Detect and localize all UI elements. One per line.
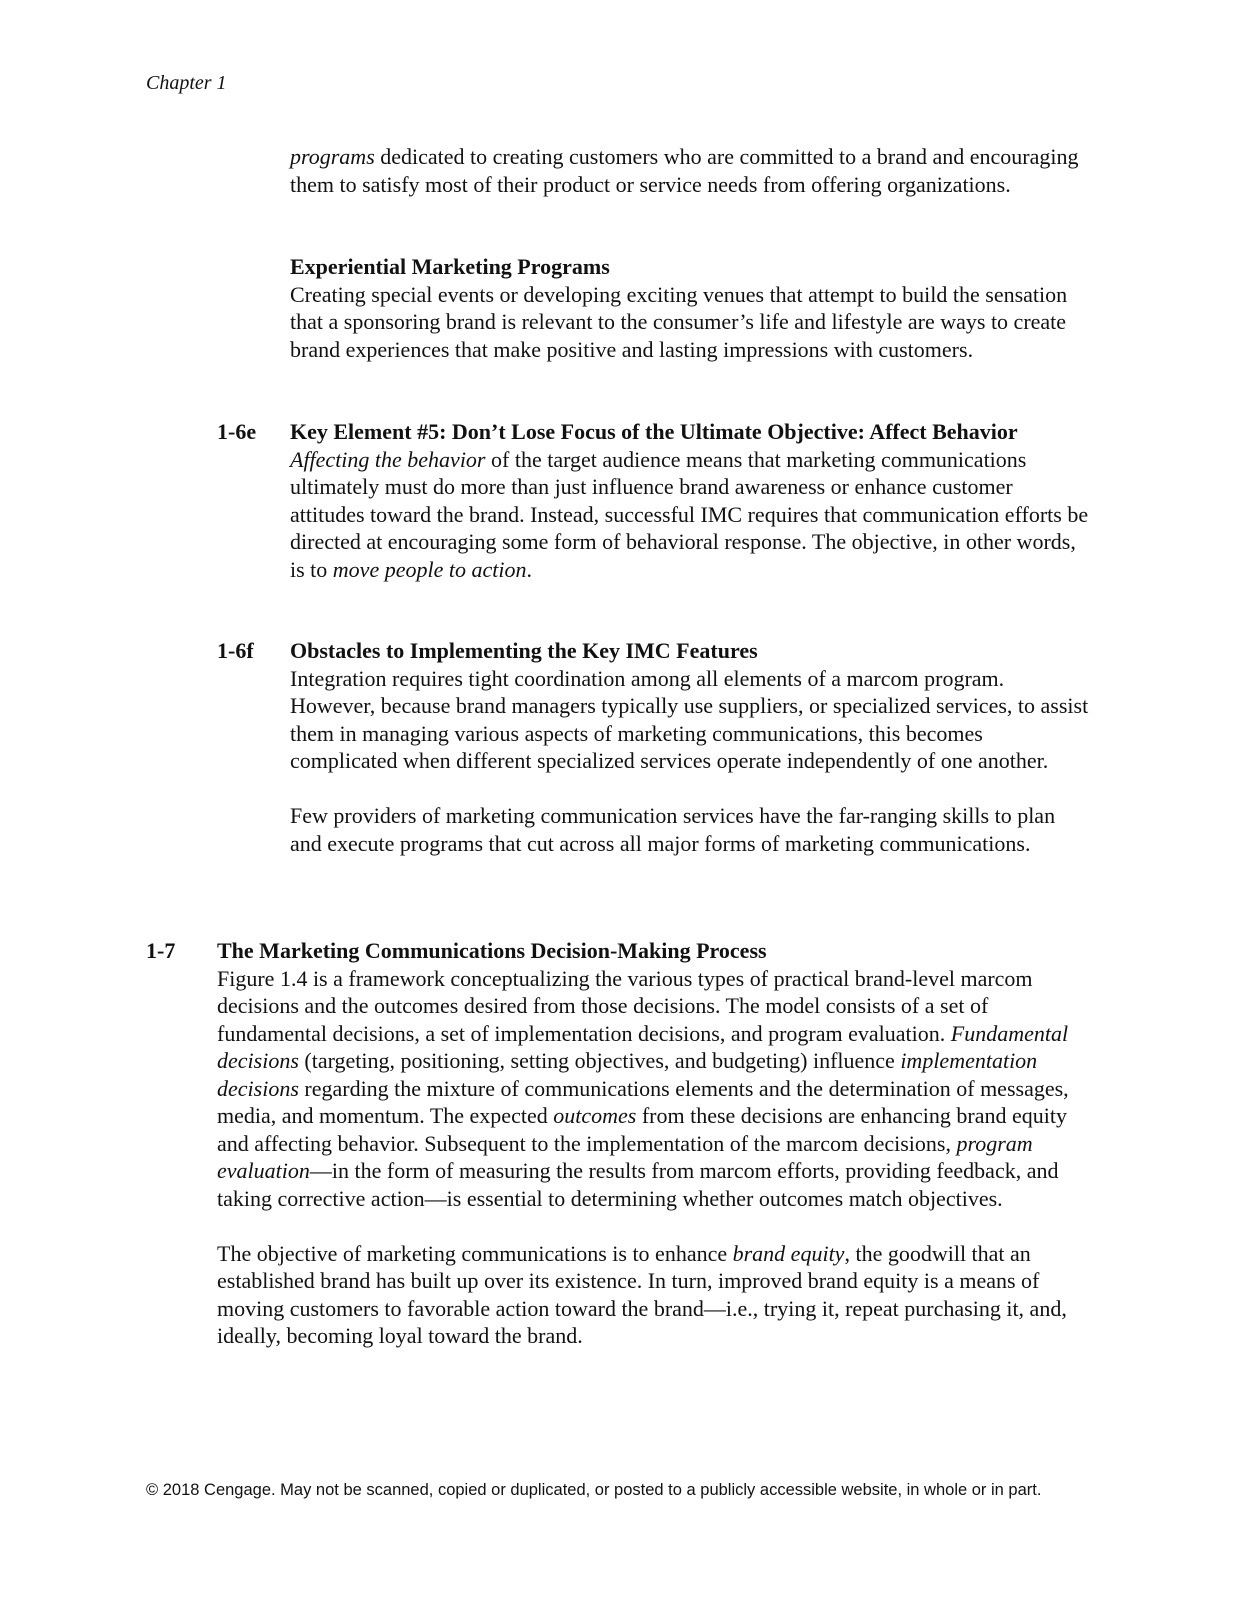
s17-p1-em2: implementation decisions	[217, 1048, 1038, 1101]
section-1-7-para-1	[217, 965, 1090, 1213]
intro-em: programs	[290, 144, 375, 169]
section-1-6f-para-2: Few providers of marketing communication services have the far-ranging skills to plan and execute programs that cut across all major forms of marketing communications.	[290, 803, 1056, 856]
s17-p1-t5: —in the form of measuring the results from marcom efforts, providing feedback, and taking corrective action—is essential to determining whether outcomes match objectives.	[217, 1158, 1059, 1211]
experiential-section	[290, 253, 1090, 363]
section-1-6e-heading: Key Element #5: Don’t Lose Focus of the Ultimate Objective: Affect Behavior	[290, 419, 1018, 444]
s17-p1-t3: regarding the mixture of communications elements and the determination of messages, media, and momentum. The expected	[217, 1075, 1069, 1128]
s16e-em2: move people to action	[332, 556, 527, 582]
s17-p1-t1: Figure 1.4 is a framework conceptualizing the various types of practical brand-level marcom decisions and the outcomes desired from those decisions. The model consists of a set of fundamental decisions, a set of implementation decisions, and program evaluation.	[217, 965, 1033, 1046]
running-header: Chapter 1	[146, 72, 227, 94]
section-1-7-heading: The Marketing Communications Decision-Making Process	[217, 938, 767, 963]
s17-p1-em1: Fundamental decisions	[217, 1020, 1069, 1073]
section-number-1-6e: 1-6e	[217, 419, 257, 444]
section-1-6e	[290, 418, 1090, 583]
s17-p1-t4: from these decisions are enhancing brand equity and affecting behavior. Subsequent to the implementation of the marcom decisions,	[217, 1103, 1067, 1156]
section-1-6e-body	[290, 446, 1090, 584]
s16e-em1: Affecting the behavior	[290, 446, 486, 472]
experiential-body: Creating special events or developing exciting venues that attempt to build the sensation that a sponsoring brand is relevant to the consumer’s life and lifestyle are ways to create brand experiences that make positive and lasting impressions with customers.	[290, 281, 1068, 362]
section-number-1-7: 1-7	[146, 938, 176, 963]
section-1-6f-heading: Obstacles to Implementing the Key IMC Features	[290, 638, 758, 663]
intro-text: dedicated to creating customers who are committed to a brand and encouraging them to satisfy most of their product or service needs from offering organizations.	[290, 144, 1079, 197]
section-1-7	[217, 937, 1090, 1350]
s17-p1-t2: (targeting, positioning, setting objectives, and budgeting) influence	[298, 1048, 901, 1073]
section-1-6f-para-1: Integration requires tight coordination among all elements of a marcom program. However, because brand managers typically use suppliers, or specialized services, to assist them in managing various aspects of marketing communications, this becomes complicated when different specialized services operate independently of one another.	[290, 665, 1089, 773]
s17-p2-t1: The objective of marketing communications is to enhance	[217, 1240, 733, 1266]
s17-p1-em3: outcomes	[553, 1103, 637, 1128]
section-1-7-para-2	[217, 1240, 1090, 1350]
intro-paragraph	[290, 143, 1090, 198]
section-1-6f	[290, 637, 1090, 857]
s16e-t1: of the target audience means that marketing communications ultimately must do more than just influence brand awareness or enhance customer attitudes toward the brand. Instead, successful IMC requires that communication efforts be directed at encouraging some form of behavioral response. The objective, in other words, is to	[290, 446, 1089, 582]
s16e-t2: .	[526, 556, 532, 582]
s17-p2-t2: , the goodwill that an established brand has built up over its existence. In turn, improved brand equity is a means of moving customers to favorable action toward the brand—i.e., trying it, repeat purchasing it, and, ideally, becoming loyal toward the brand.	[217, 1240, 1067, 1348]
copyright-footer: © 2018 Cengage. May not be scanned, copied or duplicated, or posted to a publicly accessible website, in whole or in part.	[146, 1481, 1042, 1499]
s17-p1-em4: program evaluation	[217, 1130, 1033, 1183]
experiential-heading: Experiential Marketing Programs	[290, 254, 610, 279]
s17-p2-em1: brand equity	[732, 1240, 845, 1266]
section-number-1-6f: 1-6f	[217, 638, 254, 663]
